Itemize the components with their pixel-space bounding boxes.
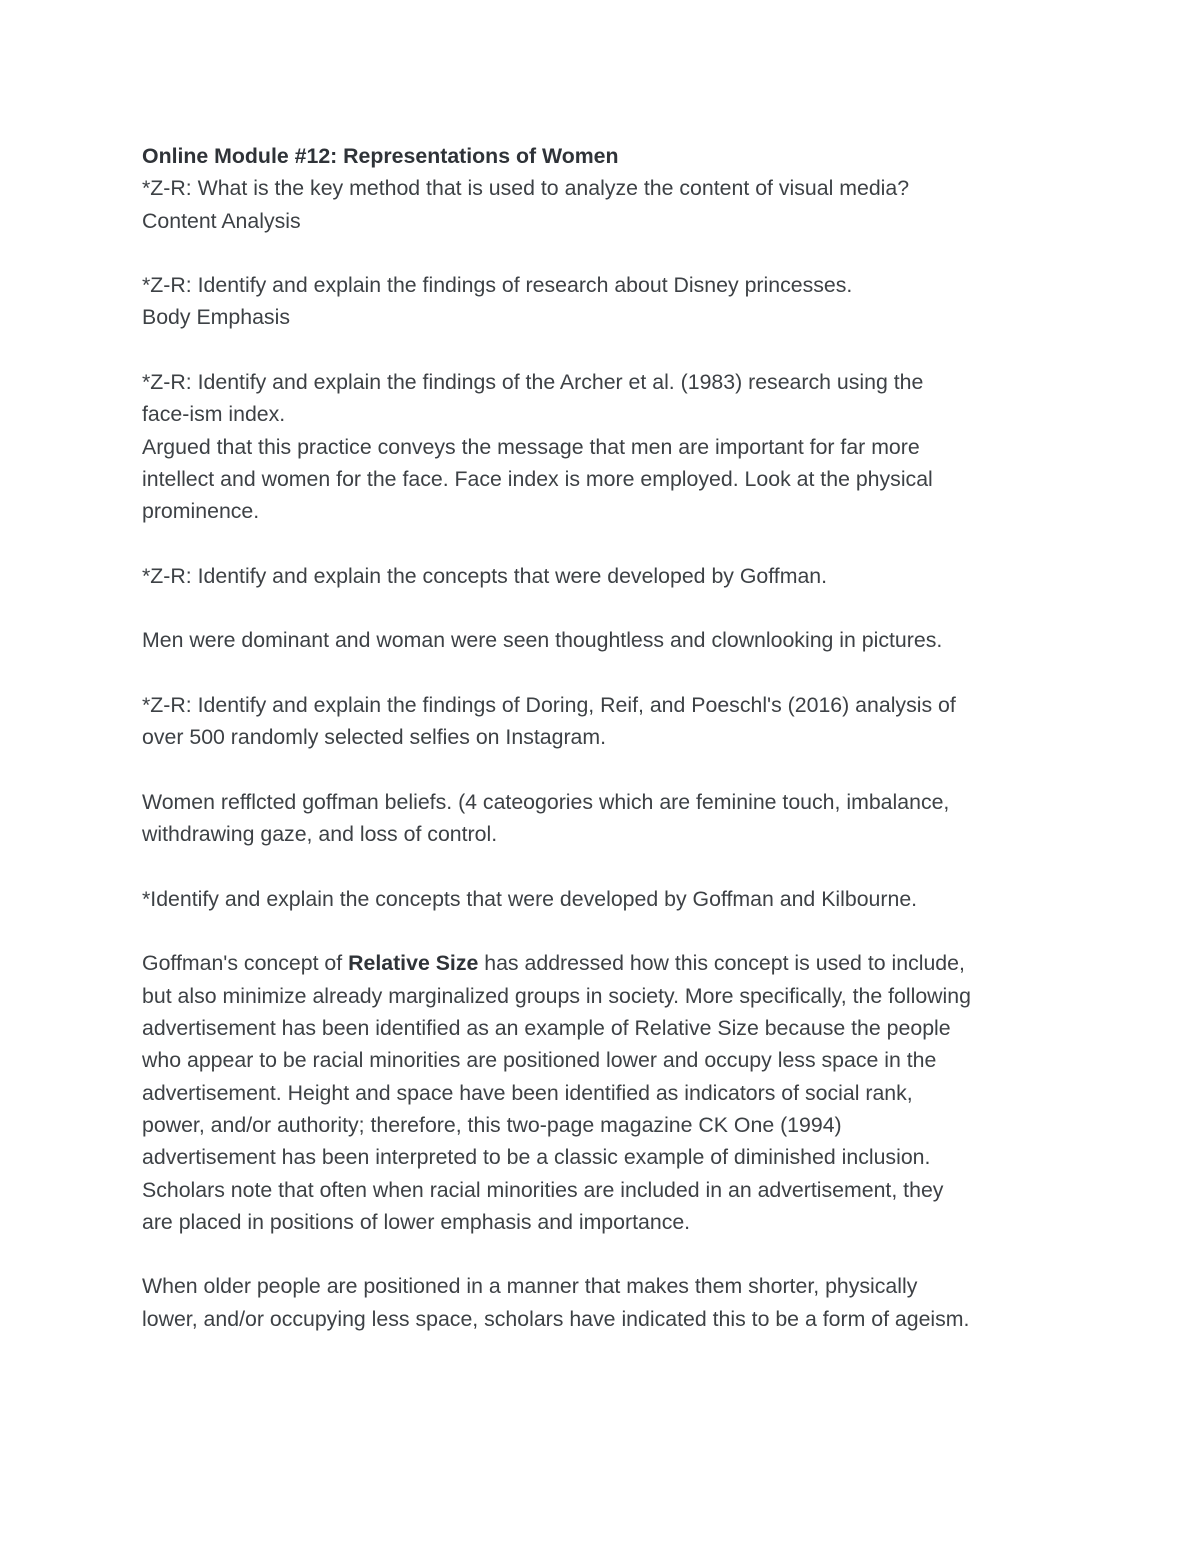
answer-disney: Body Emphasis	[142, 305, 290, 330]
relative-size-paragraph-line-6: power, and/or authority; therefore, this two-page magazine CK One (1994)	[142, 1112, 842, 1137]
spacer	[142, 915, 1072, 947]
question-key-method: *Z-R: What is the key method that is used to analyze the content of visual media?	[142, 176, 910, 201]
spacer	[142, 851, 1072, 883]
question-goffman-kilbourne: *Identify and explain the concepts that were developed by Goffman and Kilbourne.	[142, 886, 918, 911]
ageism-paragraph-line-2: lower, and/or occupying less space, scholars have indicated this to be a form of ageism.	[142, 1306, 970, 1331]
relative-size-paragraph-line-1	[142, 947, 1072, 979]
relative-size-paragraph-line-4: who appear to be racial minorities are positioned lower and occupy less space in the	[142, 1048, 937, 1073]
ageism-paragraph-line-1: When older people are positioned in a manner that makes them shorter, physically	[142, 1274, 918, 1299]
relative-size-paragraph-line-3: advertisement has been identified as an example of Relative Size because the people	[142, 1016, 951, 1041]
question-archer-line-2: face-ism index.	[142, 402, 286, 427]
answer-archer-line-3: prominence.	[142, 499, 260, 524]
question-goffman: *Z-R: Identify and explain the concepts that were developed by Goffman.	[142, 563, 828, 588]
question-archer-line-1: *Z-R: Identify and explain the findings of the Archer et al. (1983) research using the	[142, 370, 924, 395]
question-doring-line-1: *Z-R: Identify and explain the findings of Doring, Reif, and Poeschl's (2016) analysis of	[142, 693, 956, 718]
spacer	[142, 754, 1072, 786]
spacer	[142, 528, 1072, 560]
spacer	[142, 237, 1072, 269]
spacer	[142, 334, 1072, 366]
answer-archer-line-1: Argued that this practice conveys the message that men are important for far more	[142, 434, 920, 459]
document-page	[142, 140, 1072, 1335]
spacer	[142, 592, 1072, 624]
paragraph-text: has addressed how this concept is used to include,	[478, 951, 965, 976]
spacer	[142, 1238, 1072, 1270]
document-title: Online Module #12: Representations of Women	[142, 144, 619, 168]
question-disney: *Z-R: Identify and explain the findings of research about Disney princesses.	[142, 273, 853, 298]
answer-doring-line-1: Women refflcted goffman beliefs. (4 cateogories which are feminine touch, imbalance,	[142, 789, 950, 814]
relative-size-paragraph-line-7: advertisement has been interpreted to be a classic example of diminished inclusion.	[142, 1145, 931, 1170]
spacer	[142, 657, 1072, 689]
relative-size-paragraph-line-5: advertisement. Height and space have been identified as indicators of social rank,	[142, 1080, 913, 1105]
relative-size-paragraph-line-9: are placed in positions of lower emphasis and importance.	[142, 1209, 691, 1234]
paragraph-text: Goffman's concept of	[142, 951, 349, 976]
question-doring-line-2: over 500 randomly selected selfies on Instagram.	[142, 725, 607, 750]
answer-archer-line-2: intellect and women for the face. Face index is more employed. Look at the physical	[142, 466, 933, 491]
answer-doring-line-2: withdrawing gaze, and loss of control.	[142, 822, 498, 847]
answer-key-method: Content Analysis	[142, 208, 301, 233]
relative-size-term: Relative Size	[348, 951, 479, 976]
relative-size-paragraph-line-2: but also minimize already marginalized groups in society. More specifically, the following	[142, 983, 971, 1008]
relative-size-paragraph-line-8: Scholars note that often when racial minorities are included in an advertisement, they	[142, 1177, 944, 1202]
answer-goffman: Men were dominant and woman were seen thoughtless and clownlooking in pictures.	[142, 628, 943, 653]
